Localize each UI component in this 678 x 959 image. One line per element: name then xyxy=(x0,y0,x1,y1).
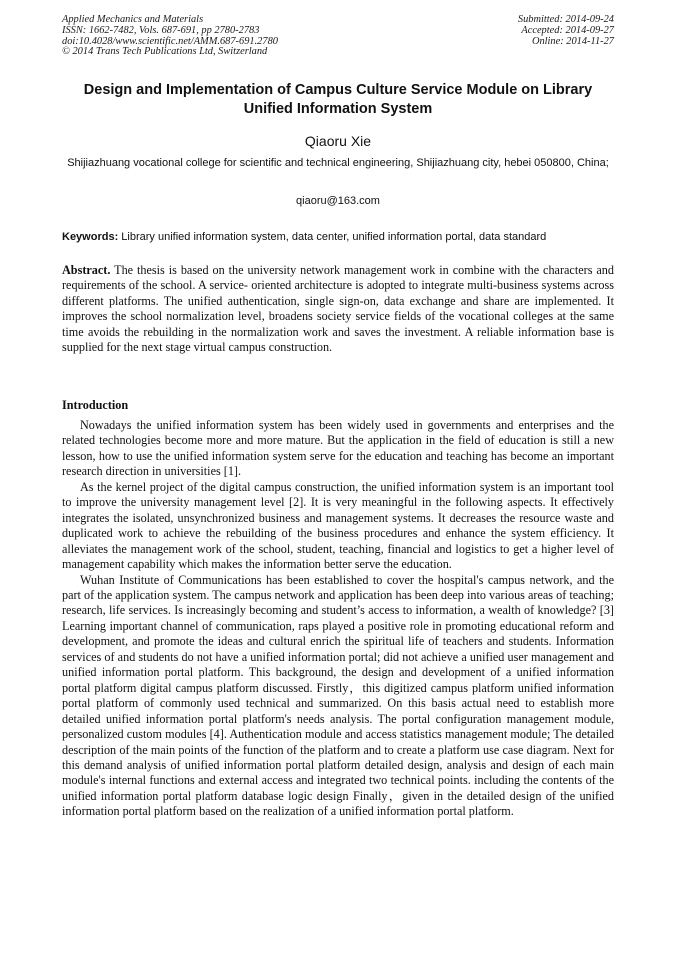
abstract-text: The thesis is based on the university network management work in combine with the characters and requirements of the school. A service- oriented architecture is adopted to integrate multi-business systems across different platforms. The unified authentication, single sign-on, data exchange and share are implemented. It improves the school normalization level, broadens society service fields of the vocational colleges at the same time avoids the rebuilding in the normalization work and saves the investment. A reliable information base is supplied for the next stage virtual campus construction. xyxy=(62,263,614,355)
paragraph-2: As the kernel project of the digital campus construction, the unified information system is an important tool to improve the university management level [2]. It is very meaningful in the following aspects. It effectively integrates the isolated, unsynchronized business and management systems. It decreases the resource waste and duplicated work to achieve the rebuilding of the business procedures and enhance the system efficiency. It alleviates the management work of the school, student, teaching, financial and logistics to get a higher level of management capability which makes the information better serve the education. xyxy=(62,479,614,572)
copyright-line: © 2014 Trans Tech Publications Ltd, Switzerland xyxy=(62,46,268,58)
author-name: Qiaoru Xie xyxy=(304,133,372,149)
dates-header xyxy=(518,15,614,47)
section-heading: Introduction xyxy=(62,398,129,412)
keywords-label: Keywords: xyxy=(62,231,119,243)
keywords-line xyxy=(62,230,614,244)
online-date: Online: 2014-11-27 xyxy=(531,35,614,47)
keywords-text: Library unified information system, data center, unified information portal, data standard xyxy=(118,231,547,243)
abstract-label: Abstract. xyxy=(62,263,111,277)
abstract xyxy=(62,263,614,356)
doi-line[interactable]: doi:10.4028/www.scientific.net/AMM.687-691.2780 xyxy=(62,35,278,47)
paragraph-1: Nowadays the unified information system has been widely used in governments and enterprises and the related technologies become more and more mature. But the application in the field of education is still a new lesson, how to use the unified information system serve for the education and teaching has become an important research direction in universities [1]. xyxy=(62,418,614,479)
accepted-date: Accepted: 2014-09-27 xyxy=(521,24,614,36)
issn-line: ISSN: 1662-7482, Vols. 687-691, pp 2780-2783 xyxy=(62,24,260,36)
paper-title: Design and Implementation of Campus Culture Service Module on Library Unified Information System xyxy=(83,82,593,117)
paragraph-3: Wuhan Institute of Communications has been established to cover the hospital's campus network, and the part of the application system. The campus network and application has been deep into various areas of teaching; research, life services. Is increasingly becoming and student’s access to information, a wealth of knowledge? [3] Learning important channel of communication, raps played a positive role in promoting educational reform and development, and promote the ideas and cultural enrich the spiritual life of teachers and students. Information services of and students do not have a unified information portal; did not achieve a unified user management and unified information portal platform. This background, the design and development of a unified information portal platform digital campus platform discussed. Firstly，this digitized campus platform unified information portal platform of commonly used technical and summarized. On this basis actual need to establish more detailed unified information portal platform's needs analysis. The portal configuration management module, personalized custom modules [4]. Authentication module and access statistics management module; The detailed description of the main points of the function of the platform and to create a platform use case diagram. Next for this demand analysis of unified information portal platform detailed design, analysis and design of each main module's internal functions and external access and integrated two technical points. including the contents of the unified information portal platform database logic design Finally，given in the detailed design of the unified information portal platform based on the realization of a unified information portal platform. xyxy=(62,572,614,819)
introduction-body xyxy=(62,418,614,820)
submitted-date: Submitted: 2014-09-24 xyxy=(517,14,614,25)
journal-header xyxy=(62,15,278,58)
author-affiliation: Shijiazhuang vocational college for scientific and technical engineering, Shijiazhuang city, hebei 050800, China; xyxy=(67,157,609,169)
journal-name: Applied Mechanics and Materials xyxy=(62,14,204,25)
author-email[interactable]: qiaoru@163.com xyxy=(296,195,380,207)
